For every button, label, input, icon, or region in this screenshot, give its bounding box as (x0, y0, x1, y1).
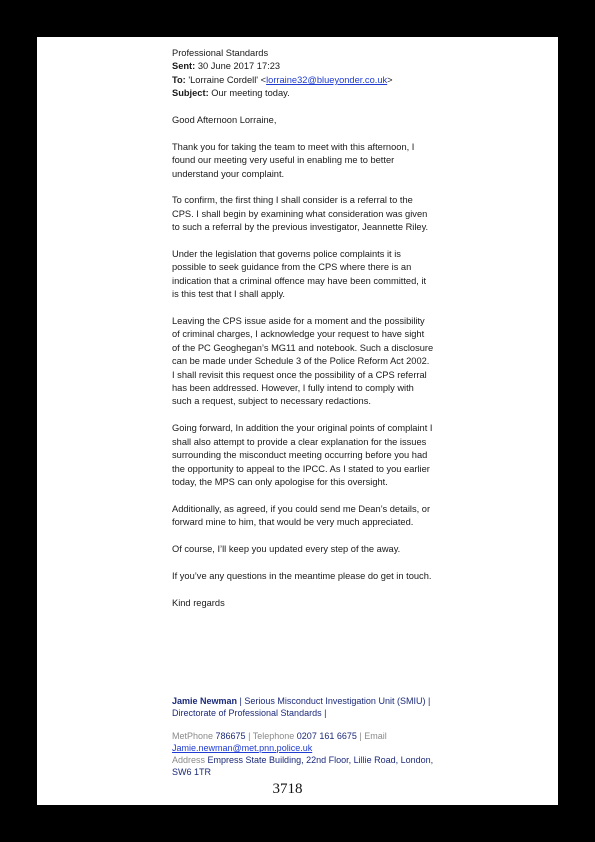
signature-address (172, 754, 434, 779)
body-paragraph: To confirm, the first thing I shall consider is a referral to the CPS. I shall begin by examining what consideration was given to such a referral by the previous investigator, Jeannette Riley. (172, 195, 429, 233)
subject-value: Our meeting today. (211, 88, 290, 99)
body-paragraph: Thank you for taking the team to meet with this afternoon, I found our meeting very useful in enabling me to better understand your complaint. (172, 141, 415, 179)
page-number (37, 781, 558, 798)
address-value: Empress State Building, 22nd Floor, Lillie Road, London, SW6 1TR (172, 755, 434, 778)
to-label: To: (172, 74, 186, 85)
email-content (172, 47, 434, 623)
body-paragraph: If you’ve any questions in the meantime please do get in touch. (172, 570, 432, 581)
body-paragraph: Leaving the CPS issue aside for a moment and the possibility of criminal charges, I acknowledge your request to have sight of the PC Geoghegan’s MG11 and notebook. Such a disclosure can be made under Schedule 3 of the Police Reform Act 2002. I shall revisit this request once the possibility of a CPS referral has been addressed. However, I fully intend to comply with such a request, subject to necessary redactions. (172, 316, 434, 407)
page-number-text: 3718 (272, 781, 303, 797)
subject-label: Subject: (172, 88, 209, 99)
sent-value: 30 June 2017 17:23 (197, 61, 281, 72)
greeting: Good Afternoon Lorraine, (172, 115, 277, 126)
to-name: 'Lorraine Cordell' < (188, 74, 267, 85)
body-paragraph: Of course, I’ll keep you updated every step of the away. (172, 543, 401, 554)
closing: Kind regards (172, 597, 225, 608)
sent-label: Sent: (172, 61, 196, 72)
telephone-value: 0207 161 6675 (296, 730, 357, 741)
to-email-link[interactable]: lorraine32@blueyonder.co.uk (266, 74, 388, 85)
metphone-label: MetPhone (172, 730, 216, 741)
from-line: Professional Standards (172, 48, 269, 58)
body-paragraph: Under the legislation that governs police complaints it is possible to seek guidance from the CPS where there is an indication that a criminal offence may have been committed, it is this test that I shall apply. (172, 249, 427, 300)
email-label: | Email (356, 730, 387, 741)
signature-unit: | Serious Misconduct Investigation Unit (SMIU) | Directorate of Professional Standards | (172, 696, 431, 719)
signature-title (172, 695, 434, 720)
document-page (37, 37, 558, 805)
body-paragraph: Going forward, In addition the your original points of complaint I shall also attempt to provide a clear explanation for the issues surrounding the misconduct meeting occurring before you had the opportunity to appeal to the IPCC. As I stated to you earlier today, the MPS can only apologise for this oversight. (172, 423, 433, 487)
signature-contact (172, 730, 434, 742)
email-signature (172, 695, 434, 779)
signature-email-row (172, 742, 434, 754)
signature-email-link[interactable]: Jamie.newman@met.pnn.police.uk (172, 742, 313, 753)
telephone-label: | Telephone (245, 730, 297, 741)
metphone-value: 786675 (215, 730, 246, 741)
sent-line (172, 60, 434, 73)
to-line (172, 74, 434, 87)
subject-line (172, 87, 434, 100)
to-close: > (387, 74, 393, 85)
address-label: Address (172, 755, 208, 766)
signature-name: Jamie Newman (172, 696, 238, 706)
body-paragraph: Additionally, as agreed, if you could send me Dean’s details, or forward mine to him, that would be very much appreciated. (172, 503, 431, 528)
